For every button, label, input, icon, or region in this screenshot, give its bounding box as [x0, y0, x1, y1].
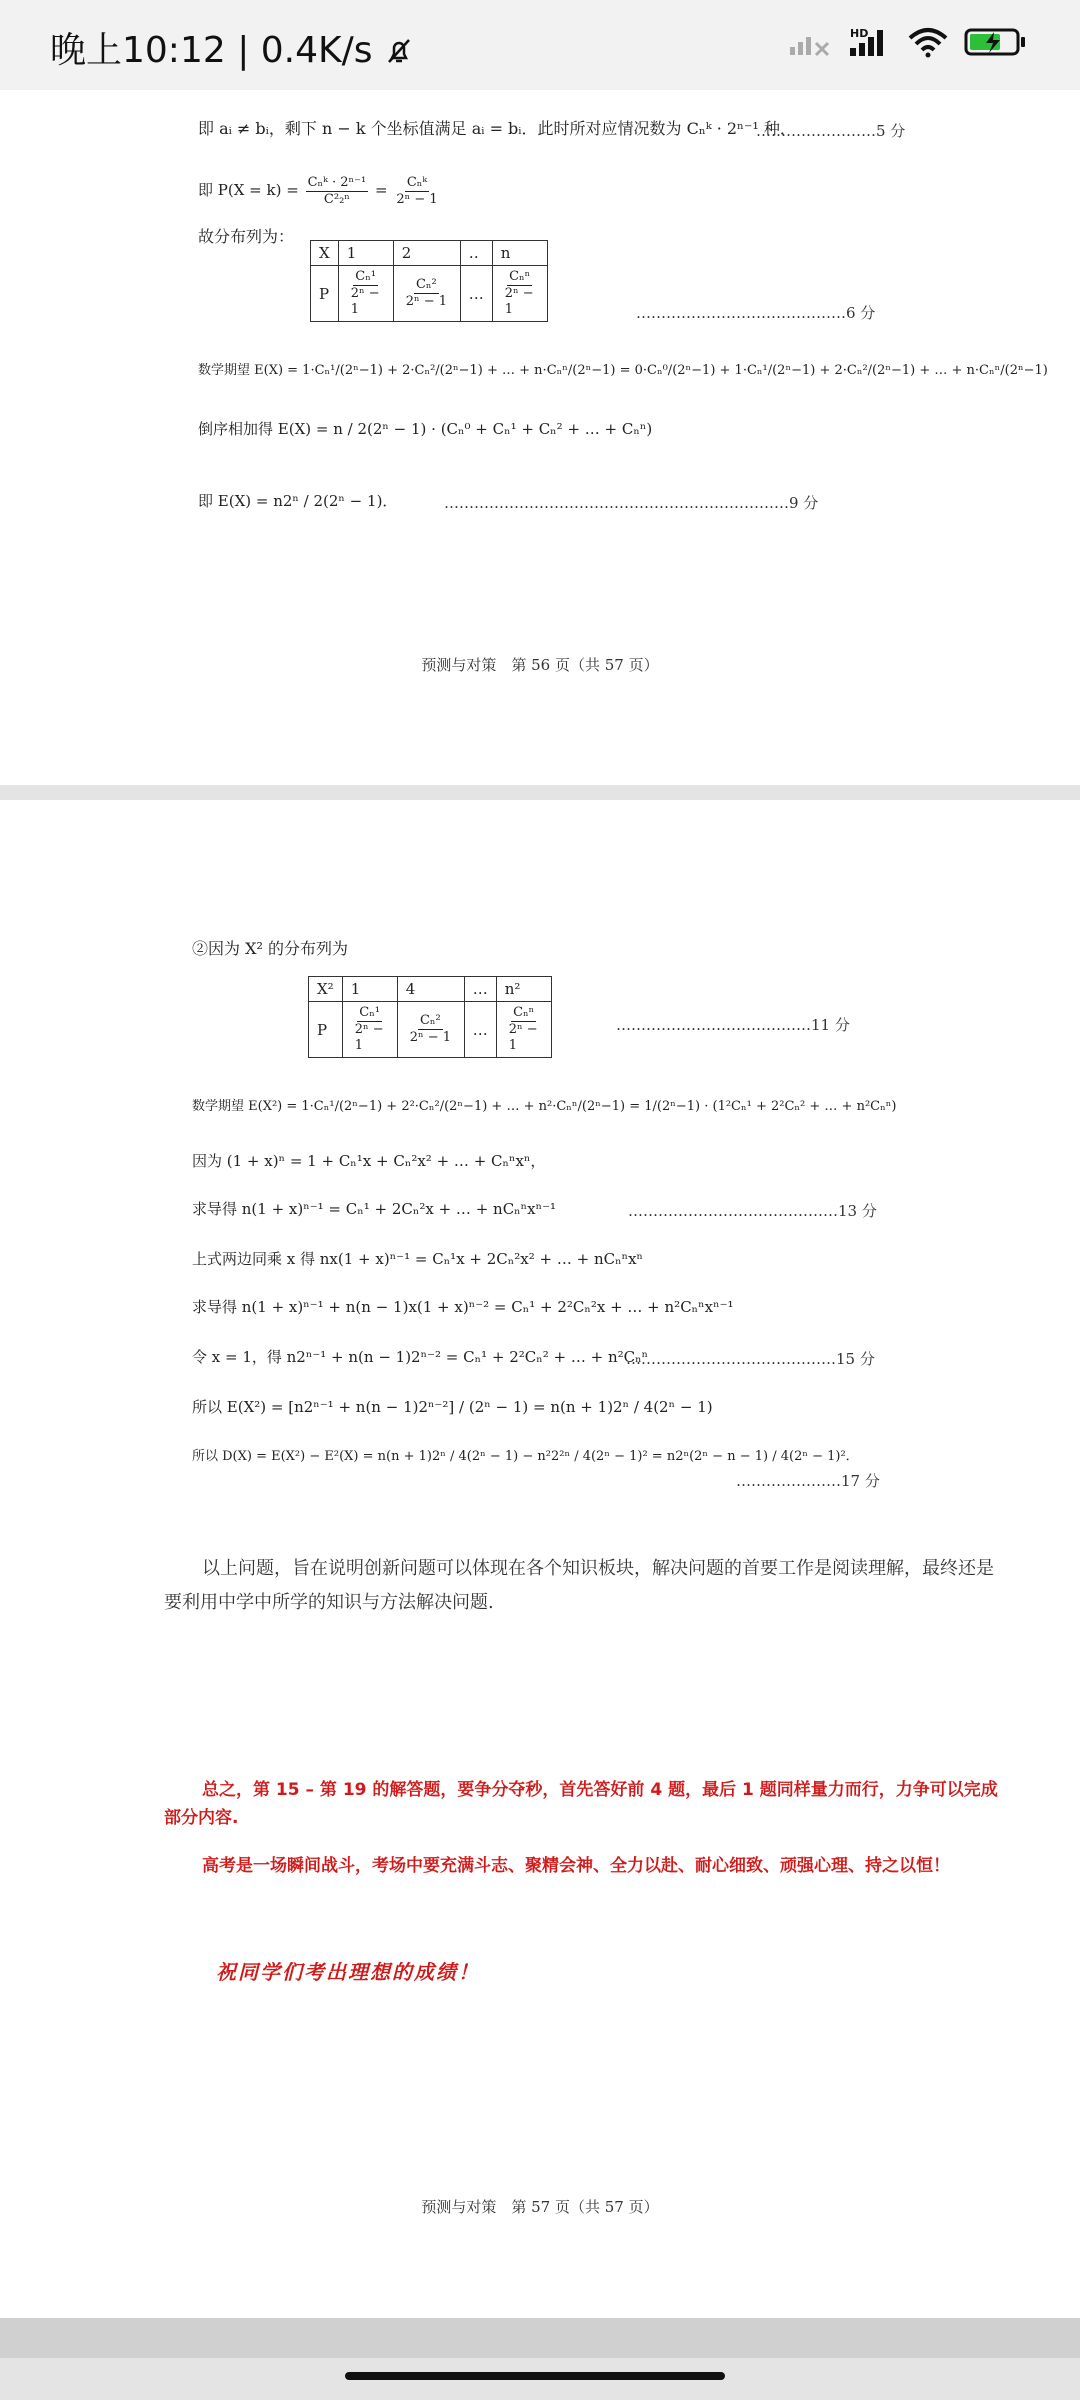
- page57-set-x1: 令 x = 1，得 n2ⁿ⁻¹ + n(n − 1)2ⁿ⁻² = Cₙ¹ + 2²Cₙ² + … + n²Cₙⁿ: [192, 1348, 649, 1366]
- svg-text:HD: HD: [850, 27, 869, 40]
- score-15: ……………………………………15 分: [626, 1350, 875, 1368]
- viewer-bottom-gap: [0, 2318, 1080, 2358]
- page57-e-x2-result: 所以 E(X²) = [n2ⁿ⁻¹ + n(n − 1)2ⁿ⁻²] / (2ⁿ − 1) = n(n + 1)2ⁿ / 4(2ⁿ − 1): [192, 1398, 713, 1416]
- mute-bell-icon: [384, 30, 414, 71]
- page57-advice-2: 高考是一场瞬间战斗，考场中要充满斗志、聚精会神、全力以赴、耐心细致、顽强心理、持之以恒！: [202, 1856, 950, 1876]
- wifi-icon: [906, 26, 950, 62]
- page57-derivative-2: 求导得 n(1 + x)ⁿ⁻¹ + n(n − 1)x(1 + x)ⁿ⁻² = Cₙ¹ + 2²Cₙ²x + … + n²Cₙⁿxⁿ⁻¹: [192, 1298, 734, 1316]
- home-indicator[interactable]: [345, 2372, 725, 2380]
- signal-weak-icon: [788, 27, 832, 61]
- status-time: 晚上10:12 | 0.4K/s: [50, 22, 414, 73]
- page56-reverse-sum-line: 倒序相加得 E(X) = n / 2(2ⁿ − 1) · (Cₙ⁰ + Cₙ¹ + Cₙ² + … + Cₙⁿ): [198, 420, 653, 438]
- status-bar: [0, 0, 1080, 90]
- score-17: …………………17 分: [736, 1472, 880, 1490]
- distribution-table-x: X 1 2 ‥ n P $\frac{\text{Cₙ¹}}{\text{2ⁿ − 1}}$ $\frac{\text{Cₙ²}}{\text{2ⁿ − 1}}$ … $\frac{\text{Cₙⁿ}}{\text{2ⁿ − 1}}$: [310, 240, 548, 322]
- score-13: ……………………………………13 分: [628, 1202, 877, 1220]
- page56-probability-formula: 即 P(X = k) = $\frac{\text{Cₙᵏ · 2ⁿ⁻¹}}{\text{C²₂ⁿ}}$ = $\frac{\text{Cₙᵏ}}{\text{2ⁿ − 1}}$: [198, 174, 438, 207]
- score-6: ……………………………………6 分: [636, 304, 876, 322]
- page57-advice-1: 总之，第 15 – 第 19 的解答题，要争分夺秒，首先答好前 4 题，最后 1 题同样量力而行，力争可以完成部分内容.: [164, 1780, 998, 1828]
- page57-intro: ②因为 X² 的分布列为: [192, 939, 348, 958]
- page57-summary: 以上问题，旨在说明创新问题可以体现在各个知识板块，解决问题的首要工作是阅读理解，最终还是要利用中学中所学的知识与方法解决问题.: [164, 1558, 994, 1613]
- score-11: …………………………………11 分: [616, 1016, 850, 1034]
- page57-wish: 祝同学们考出理想的成绩！: [216, 1960, 480, 1984]
- page56-expectation-line: 数学期望 E(X) = 1·Cₙ¹/(2ⁿ−1) + 2·Cₙ²/(2ⁿ−1) + … + n·Cₙⁿ/(2ⁿ−1) = 0·Cₙ⁰/(2ⁿ−1) + 1·Cₙ¹/(2ⁿ−1) + 2·Cₙ²/(2ⁿ−1) + … + n·Cₙⁿ/(2ⁿ−1): [198, 363, 1048, 378]
- signal-4g-icon: [846, 26, 892, 62]
- score-9: ……………………………………………………………9 分: [444, 494, 819, 512]
- page56-result-line: 即 E(X) = n2ⁿ / 2(2ⁿ − 1)．: [198, 492, 398, 510]
- page57-derivative-1: 求导得 n(1 + x)ⁿ⁻¹ = Cₙ¹ + 2Cₙ²x + … + nCₙⁿxⁿ⁻¹: [192, 1200, 557, 1218]
- document-page-57: [0, 800, 1080, 2318]
- page56-footer: 预测与对策 第 56 页（共 57 页）: [421, 656, 659, 674]
- distribution-table-x2: X² 1 4 … n² P $\frac{\text{Cₙ¹}}{\text{2ⁿ − 1}}$ $\frac{\text{Cₙ²}}{\text{2ⁿ − 1}}$ … $\frac{\text{Cₙⁿ}}{\text{2ⁿ − 1}}$: [308, 976, 552, 1058]
- page57-footer: 预测与对策 第 57 页（共 57 页）: [421, 2198, 659, 2216]
- page56-dist-label: 故分布列为：: [198, 227, 295, 246]
- battery-icon: [964, 26, 1028, 62]
- document-page-56: [0, 90, 1080, 785]
- page57-variance: 所以 D(X) = E(X²) − E²(X) = n(n + 1)2ⁿ / 4(2ⁿ − 1) − n²2²ⁿ / 4(2ⁿ − 1)² = n2ⁿ(2ⁿ − n − 1) / 4(2ⁿ − 1)²．: [192, 1449, 859, 1464]
- page57-binomial: 因为 (1 + x)ⁿ = 1 + Cₙ¹x + Cₙ²x² + … + Cₙⁿxⁿ，: [192, 1152, 546, 1170]
- page57-multiply-x: 上式两边同乘 x 得 nx(1 + x)ⁿ⁻¹ = Cₙ¹x + 2Cₙ²x² + … + nCₙⁿxⁿ: [192, 1250, 644, 1268]
- score-5: ……………………5 分: [756, 122, 906, 140]
- page57-expectation-x2: 数学期望 E(X²) = 1·Cₙ¹/(2ⁿ−1) + 2²·Cₙ²/(2ⁿ−1) + … + n²·Cₙⁿ/(2ⁿ−1) = 1/(2ⁿ−1) · (1²Cₙ¹ + 2²Cₙ² + … + n²Cₙⁿ): [192, 1099, 897, 1114]
- page56-line1: 即 aᵢ ≠ bᵢ，剩下 n − k 个坐标值满足 aᵢ = bᵢ．此时所对应情况数为 Cₙᵏ · 2ⁿ⁻¹ 种．: [198, 119, 796, 138]
